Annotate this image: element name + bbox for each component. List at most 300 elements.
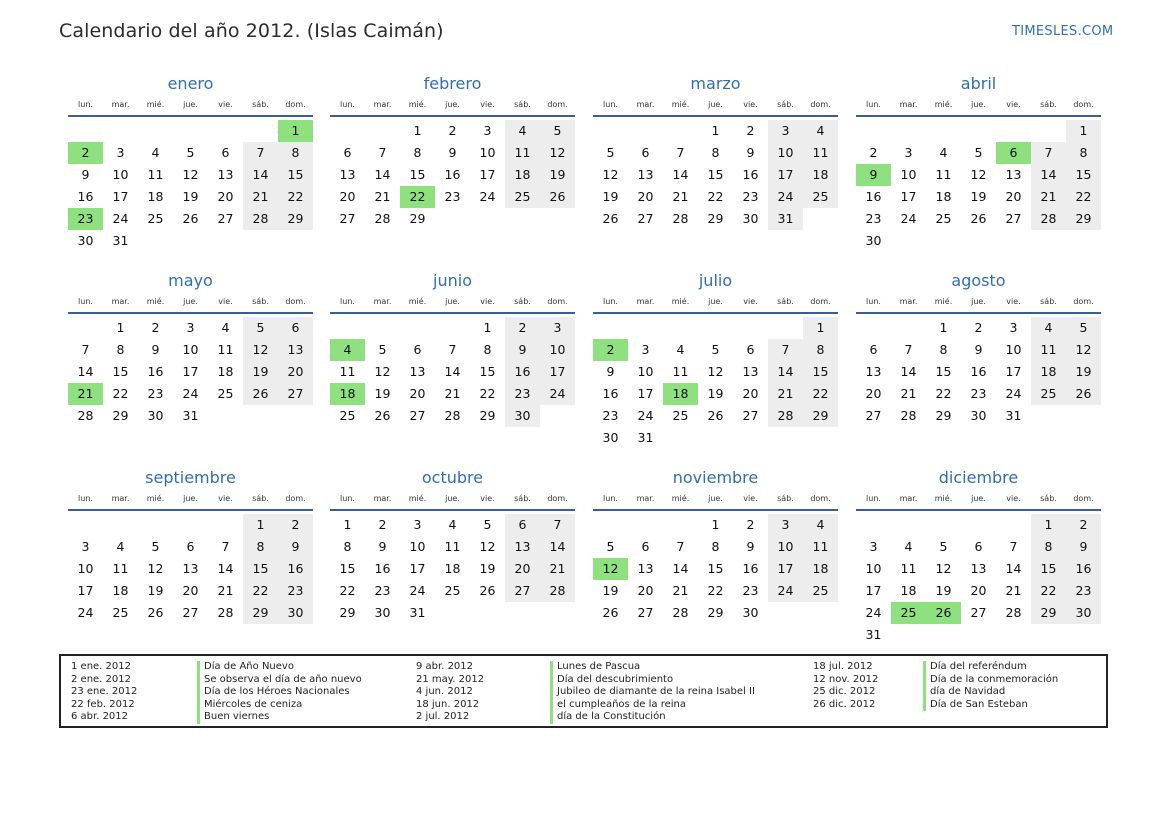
day-cell: 1: [803, 317, 838, 339]
day-cell: 7: [243, 142, 278, 164]
day-cell: 20: [217, 189, 234, 204]
day-cell: 9: [606, 364, 615, 379]
weekday-label: lun.: [78, 297, 93, 306]
day-cell: 10: [77, 561, 94, 576]
day-cell: 2: [378, 517, 387, 532]
legend-holiday-name: Día de los Héroes Nacionales: [204, 686, 350, 697]
weekday-label: mar.: [636, 100, 655, 109]
day-cell: 9: [151, 342, 160, 357]
day-cell: 28: [1005, 605, 1022, 620]
day-cell: 13: [217, 167, 234, 182]
day-cell: 16: [742, 167, 759, 182]
legend-date: 18 jun. 2012: [416, 698, 480, 710]
weekday-label: dom.: [285, 100, 306, 109]
legend-date: 9 abr. 2012: [416, 661, 474, 672]
day-cell: 18: [900, 583, 917, 598]
day-cell: 3: [641, 342, 650, 357]
day-cell: 26: [374, 408, 391, 423]
day-cell: 24: [540, 383, 575, 405]
day-cell: 22: [1031, 580, 1066, 602]
weekday-header: [330, 493, 575, 511]
day-cell: 16: [444, 167, 461, 182]
days-grid: [68, 514, 313, 624]
day-cell: 5: [243, 317, 278, 339]
day-cell: 23: [1066, 580, 1101, 602]
day-cell: 14: [672, 167, 689, 182]
empty-cell: [961, 120, 996, 142]
month-name: febrero: [423, 74, 482, 93]
day-cell: 1: [1031, 514, 1066, 536]
day-cell: 4: [221, 320, 230, 335]
day-cell: 16: [742, 561, 759, 576]
days-grid: [856, 514, 1101, 646]
day-cell: 24: [77, 605, 94, 620]
day-cell: 30: [602, 430, 619, 445]
holiday-day-cell: 12: [593, 558, 628, 580]
weekday-label: vie.: [743, 100, 758, 109]
day-cell: 18: [1031, 361, 1066, 383]
day-cell: 14: [1031, 164, 1066, 186]
day-cell: 8: [1066, 142, 1101, 164]
empty-cell: [628, 514, 663, 536]
day-cell: 1: [711, 517, 720, 532]
day-cell: 17: [1005, 364, 1022, 379]
day-cell: 14: [77, 364, 94, 379]
day-cell: 27: [505, 580, 540, 602]
day-cell: 23: [278, 580, 313, 602]
empty-cell: [138, 514, 173, 536]
day-cell: 27: [339, 211, 356, 226]
day-cell: 1: [711, 123, 720, 138]
holiday-day-cell: 2: [593, 339, 628, 361]
day-cell: 12: [602, 167, 619, 182]
day-cell: 19: [1066, 361, 1101, 383]
day-cell: 12: [707, 364, 724, 379]
day-cell: 23: [742, 583, 759, 598]
legend-col-3-dates: [813, 661, 878, 711]
weekday-label: mié.: [146, 100, 165, 109]
day-cell: 2: [974, 320, 983, 335]
day-cell: 21: [444, 386, 461, 401]
day-cell: 31: [182, 408, 199, 423]
day-cell: 29: [935, 408, 952, 423]
day-cell: 30: [970, 408, 987, 423]
day-cell: 20: [409, 386, 426, 401]
day-cell: 3: [540, 317, 575, 339]
empty-cell: [593, 514, 628, 536]
weekday-label: sáb.: [777, 100, 794, 109]
month-name: noviembre: [672, 468, 759, 487]
empty-cell: [173, 120, 208, 142]
day-cell: 22: [1066, 186, 1101, 208]
day-cell: 6: [278, 317, 313, 339]
month-mayo: [68, 271, 313, 427]
day-cell: 19: [540, 164, 575, 186]
weekday-label: lun.: [603, 100, 618, 109]
weekday-header: [593, 493, 838, 511]
day-cell: 29: [479, 408, 496, 423]
weekday-label: mar.: [111, 297, 130, 306]
day-cell: 4: [676, 342, 685, 357]
day-cell: 2: [151, 320, 160, 335]
day-cell: 5: [1066, 317, 1101, 339]
day-cell: 20: [970, 583, 987, 598]
holiday-day-cell: 23: [68, 208, 103, 230]
day-cell: 30: [374, 605, 391, 620]
day-cell: 6: [746, 342, 755, 357]
legend-holiday-name: el cumpleaños de la reina: [557, 698, 686, 710]
day-cell: 26: [479, 583, 496, 598]
days-grid: [856, 317, 1101, 427]
day-cell: 27: [742, 408, 759, 423]
day-cell: 6: [869, 342, 878, 357]
day-cell: 23: [742, 189, 759, 204]
day-cell: 18: [217, 364, 234, 379]
empty-cell: [365, 317, 400, 339]
days-grid: [593, 120, 838, 230]
days-grid: [330, 514, 575, 624]
day-cell: 29: [409, 211, 426, 226]
day-cell: 17: [900, 189, 917, 204]
day-cell: 10: [768, 536, 803, 558]
day-cell: 10: [637, 364, 654, 379]
day-cell: 4: [448, 517, 457, 532]
day-cell: 14: [217, 561, 234, 576]
legend-date: 18 jul. 2012: [813, 661, 873, 672]
day-cell: 4: [904, 539, 913, 554]
weekday-label: vie.: [218, 297, 233, 306]
days-grid: [330, 120, 575, 230]
weekday-label: mar.: [111, 494, 130, 503]
day-cell: 7: [221, 539, 230, 554]
day-cell: 4: [803, 514, 838, 536]
weekday-label: sáb.: [514, 494, 531, 503]
day-cell: 22: [707, 189, 724, 204]
weekday-label: mar.: [636, 494, 655, 503]
day-cell: 7: [1031, 142, 1066, 164]
day-cell: 26: [540, 186, 575, 208]
day-cell: 16: [505, 361, 540, 383]
day-cell: 31: [637, 430, 654, 445]
day-cell: 15: [935, 364, 952, 379]
day-cell: 12: [479, 539, 496, 554]
day-cell: 31: [409, 605, 426, 620]
day-cell: 18: [112, 583, 129, 598]
day-cell: 11: [672, 364, 689, 379]
day-cell: 8: [803, 339, 838, 361]
day-cell: 16: [147, 364, 164, 379]
day-cell: 30: [742, 211, 759, 226]
day-cell: 19: [479, 561, 496, 576]
days-grid: [68, 120, 313, 252]
holiday-day-cell: 21: [68, 383, 103, 405]
weekday-label: jue.: [183, 494, 198, 503]
day-cell: 27: [217, 211, 234, 226]
weekday-label: dom.: [810, 494, 831, 503]
day-cell: 5: [186, 145, 195, 160]
month-enero: [68, 74, 313, 252]
day-cell: 21: [374, 189, 391, 204]
day-cell: 9: [746, 539, 755, 554]
day-cell: 13: [970, 561, 987, 576]
day-cell: 6: [641, 539, 650, 554]
empty-cell: [891, 514, 926, 536]
day-cell: 24: [637, 408, 654, 423]
weekday-label: mié.: [934, 100, 953, 109]
day-cell: 20: [637, 583, 654, 598]
day-cell: 7: [378, 145, 387, 160]
day-cell: 11: [1031, 339, 1066, 361]
empty-cell: [243, 120, 278, 142]
weekday-label: jue.: [971, 297, 986, 306]
weekday-label: vie.: [480, 494, 495, 503]
weekday-label: sáb.: [1040, 494, 1057, 503]
legend-holiday-name: Día de Año Nuevo: [204, 661, 294, 672]
legend-holiday-name: Día de San Esteban: [930, 698, 1028, 710]
month-septiembre: [68, 468, 313, 624]
day-cell: 8: [243, 536, 278, 558]
empty-cell: [891, 120, 926, 142]
day-cell: 13: [409, 364, 426, 379]
day-cell: 27: [637, 211, 654, 226]
day-cell: 20: [742, 386, 759, 401]
day-cell: 13: [637, 167, 654, 182]
month-noviembre: [593, 468, 838, 624]
weekday-label: jue.: [971, 100, 986, 109]
legend-date: 6 abr. 2012: [71, 711, 129, 722]
weekday-label: mié.: [671, 100, 690, 109]
day-cell: 25: [147, 211, 164, 226]
day-cell: 7: [448, 342, 457, 357]
day-cell: 31: [865, 627, 882, 642]
weekday-label: dom.: [1073, 494, 1094, 503]
day-cell: 10: [112, 167, 129, 182]
month-name: marzo: [690, 74, 741, 93]
legend-holiday-name: Se observa el día de año nuevo: [204, 673, 362, 685]
day-cell: 22: [935, 386, 952, 401]
day-cell: 24: [182, 386, 199, 401]
day-cell: 15: [803, 361, 838, 383]
month-marzo: [593, 74, 838, 230]
day-cell: 14: [444, 364, 461, 379]
day-cell: 12: [147, 561, 164, 576]
legend-holiday-name: Día del descubrimiento: [557, 673, 674, 685]
weekday-label: vie.: [1006, 494, 1021, 503]
month-name: diciembre: [938, 468, 1019, 487]
day-cell: 25: [935, 211, 952, 226]
day-cell: 2: [505, 317, 540, 339]
weekday-label: sáb.: [777, 297, 794, 306]
legend-col-1-dates: [71, 661, 137, 724]
weekday-label: jue.: [708, 494, 723, 503]
day-cell: 8: [483, 342, 492, 357]
legend-holiday-name: Día del referéndum: [930, 661, 1027, 672]
day-cell: 17: [182, 364, 199, 379]
weekday-label: dom.: [285, 297, 306, 306]
day-cell: 13: [742, 364, 759, 379]
weekday-label: sáb.: [1040, 297, 1057, 306]
weekday-label: dom.: [547, 494, 568, 503]
day-cell: 27: [278, 383, 313, 405]
weekday-label: mar.: [899, 100, 918, 109]
day-cell: 15: [243, 558, 278, 580]
day-cell: 31: [1005, 408, 1022, 423]
day-cell: 8: [939, 342, 948, 357]
day-cell: 15: [707, 167, 724, 182]
month-name: enero: [167, 74, 214, 93]
holiday-day-cell: 9: [856, 164, 891, 186]
day-cell: 26: [182, 211, 199, 226]
weekday-label: lun.: [340, 100, 355, 109]
day-cell: 3: [116, 145, 125, 160]
brand-link[interactable]: TIMESLES.COM: [1012, 24, 1114, 39]
day-cell: 14: [1005, 561, 1022, 576]
weekday-label: jue.: [183, 297, 198, 306]
empty-cell: [663, 317, 698, 339]
holiday-day-cell: 18: [663, 383, 698, 405]
day-cell: 15: [112, 364, 129, 379]
day-cell: 5: [606, 539, 615, 554]
day-cell: 6: [221, 145, 230, 160]
day-cell: 16: [865, 189, 882, 204]
day-cell: 28: [444, 408, 461, 423]
empty-cell: [103, 120, 138, 142]
legend-holiday-name: día de la Constitución: [557, 711, 666, 722]
day-cell: 25: [112, 605, 129, 620]
day-cell: 21: [540, 558, 575, 580]
weekday-header: [330, 296, 575, 314]
day-cell: 8: [711, 145, 720, 160]
day-cell: 7: [1009, 539, 1018, 554]
empty-cell: [768, 317, 803, 339]
day-cell: 7: [540, 514, 575, 536]
day-cell: 8: [413, 145, 422, 160]
day-cell: 21: [672, 189, 689, 204]
month-agosto: [856, 271, 1101, 427]
weekday-label: mar.: [373, 494, 392, 503]
day-cell: 4: [1031, 317, 1066, 339]
legend-holiday-name: Día de la conmemoración: [930, 673, 1059, 685]
day-cell: 26: [970, 211, 987, 226]
day-cell: 11: [217, 342, 234, 357]
days-grid: [330, 317, 575, 427]
weekday-label: vie.: [480, 297, 495, 306]
day-cell: 24: [112, 211, 129, 226]
day-cell: 27: [970, 605, 987, 620]
day-cell: 21: [1031, 186, 1066, 208]
day-cell: 11: [444, 539, 461, 554]
empty-cell: [628, 317, 663, 339]
day-cell: 30: [77, 233, 94, 248]
day-cell: 13: [339, 167, 356, 182]
weekday-label: dom.: [1073, 100, 1094, 109]
weekday-label: sáb.: [514, 297, 531, 306]
day-cell: 3: [483, 123, 492, 138]
day-cell: 14: [374, 167, 391, 182]
weekday-label: mar.: [899, 494, 918, 503]
empty-cell: [663, 514, 698, 536]
weekday-label: lun.: [78, 494, 93, 503]
weekday-label: jue.: [445, 494, 460, 503]
day-cell: 29: [1066, 208, 1101, 230]
day-cell: 12: [374, 364, 391, 379]
weekday-header: [330, 99, 575, 117]
day-cell: 23: [444, 189, 461, 204]
day-cell: 14: [243, 164, 278, 186]
day-cell: 5: [711, 342, 720, 357]
days-grid: [68, 317, 313, 427]
day-cell: 29: [1031, 602, 1066, 624]
holiday-day-cell: 6: [996, 142, 1031, 164]
day-cell: 1: [413, 123, 422, 138]
day-cell: 11: [339, 364, 356, 379]
day-cell: 20: [637, 189, 654, 204]
legend-date: 26 dic. 2012: [813, 698, 876, 710]
month-name: abril: [960, 74, 997, 93]
day-cell: 7: [768, 339, 803, 361]
holiday-day-cell: 22: [400, 186, 435, 208]
day-cell: 27: [637, 605, 654, 620]
day-cell: 17: [637, 386, 654, 401]
day-cell: 1: [483, 320, 492, 335]
holiday-day-cell: 1: [278, 120, 313, 142]
weekday-label: vie.: [480, 100, 495, 109]
day-cell: 10: [768, 142, 803, 164]
holiday-legend: [59, 654, 1108, 728]
weekday-label: dom.: [1073, 297, 1094, 306]
day-cell: 23: [970, 386, 987, 401]
day-cell: 10: [900, 167, 917, 182]
day-cell: 28: [672, 605, 689, 620]
day-cell: 28: [243, 208, 278, 230]
legend-col-2-names: [550, 661, 755, 724]
month-julio: [593, 271, 838, 449]
day-cell: 24: [865, 605, 882, 620]
weekday-label: mié.: [934, 297, 953, 306]
day-cell: 18: [935, 189, 952, 204]
day-cell: 17: [77, 583, 94, 598]
empty-cell: [365, 120, 400, 142]
weekday-label: lun.: [866, 494, 881, 503]
month-febrero: [330, 74, 575, 230]
weekday-label: lun.: [603, 494, 618, 503]
empty-cell: [961, 514, 996, 536]
day-cell: 27: [182, 605, 199, 620]
day-cell: 25: [505, 186, 540, 208]
legend-holiday-name: día de Navidad: [930, 686, 1006, 697]
weekday-header: [68, 493, 313, 511]
day-cell: 15: [278, 164, 313, 186]
empty-cell: [330, 317, 365, 339]
day-cell: 11: [803, 142, 838, 164]
weekday-label: mié.: [671, 297, 690, 306]
day-cell: 24: [479, 189, 496, 204]
day-cell: 15: [1031, 558, 1066, 580]
day-cell: 16: [278, 558, 313, 580]
day-cell: 17: [540, 361, 575, 383]
day-cell: 11: [505, 142, 540, 164]
day-cell: 19: [243, 361, 278, 383]
day-cell: 25: [1031, 383, 1066, 405]
day-cell: 12: [540, 142, 575, 164]
weekday-label: jue.: [971, 494, 986, 503]
day-cell: 25: [444, 583, 461, 598]
day-cell: 23: [602, 408, 619, 423]
day-cell: 1: [116, 320, 125, 335]
weekday-header: [68, 99, 313, 117]
empty-cell: [856, 514, 891, 536]
empty-cell: [593, 317, 628, 339]
